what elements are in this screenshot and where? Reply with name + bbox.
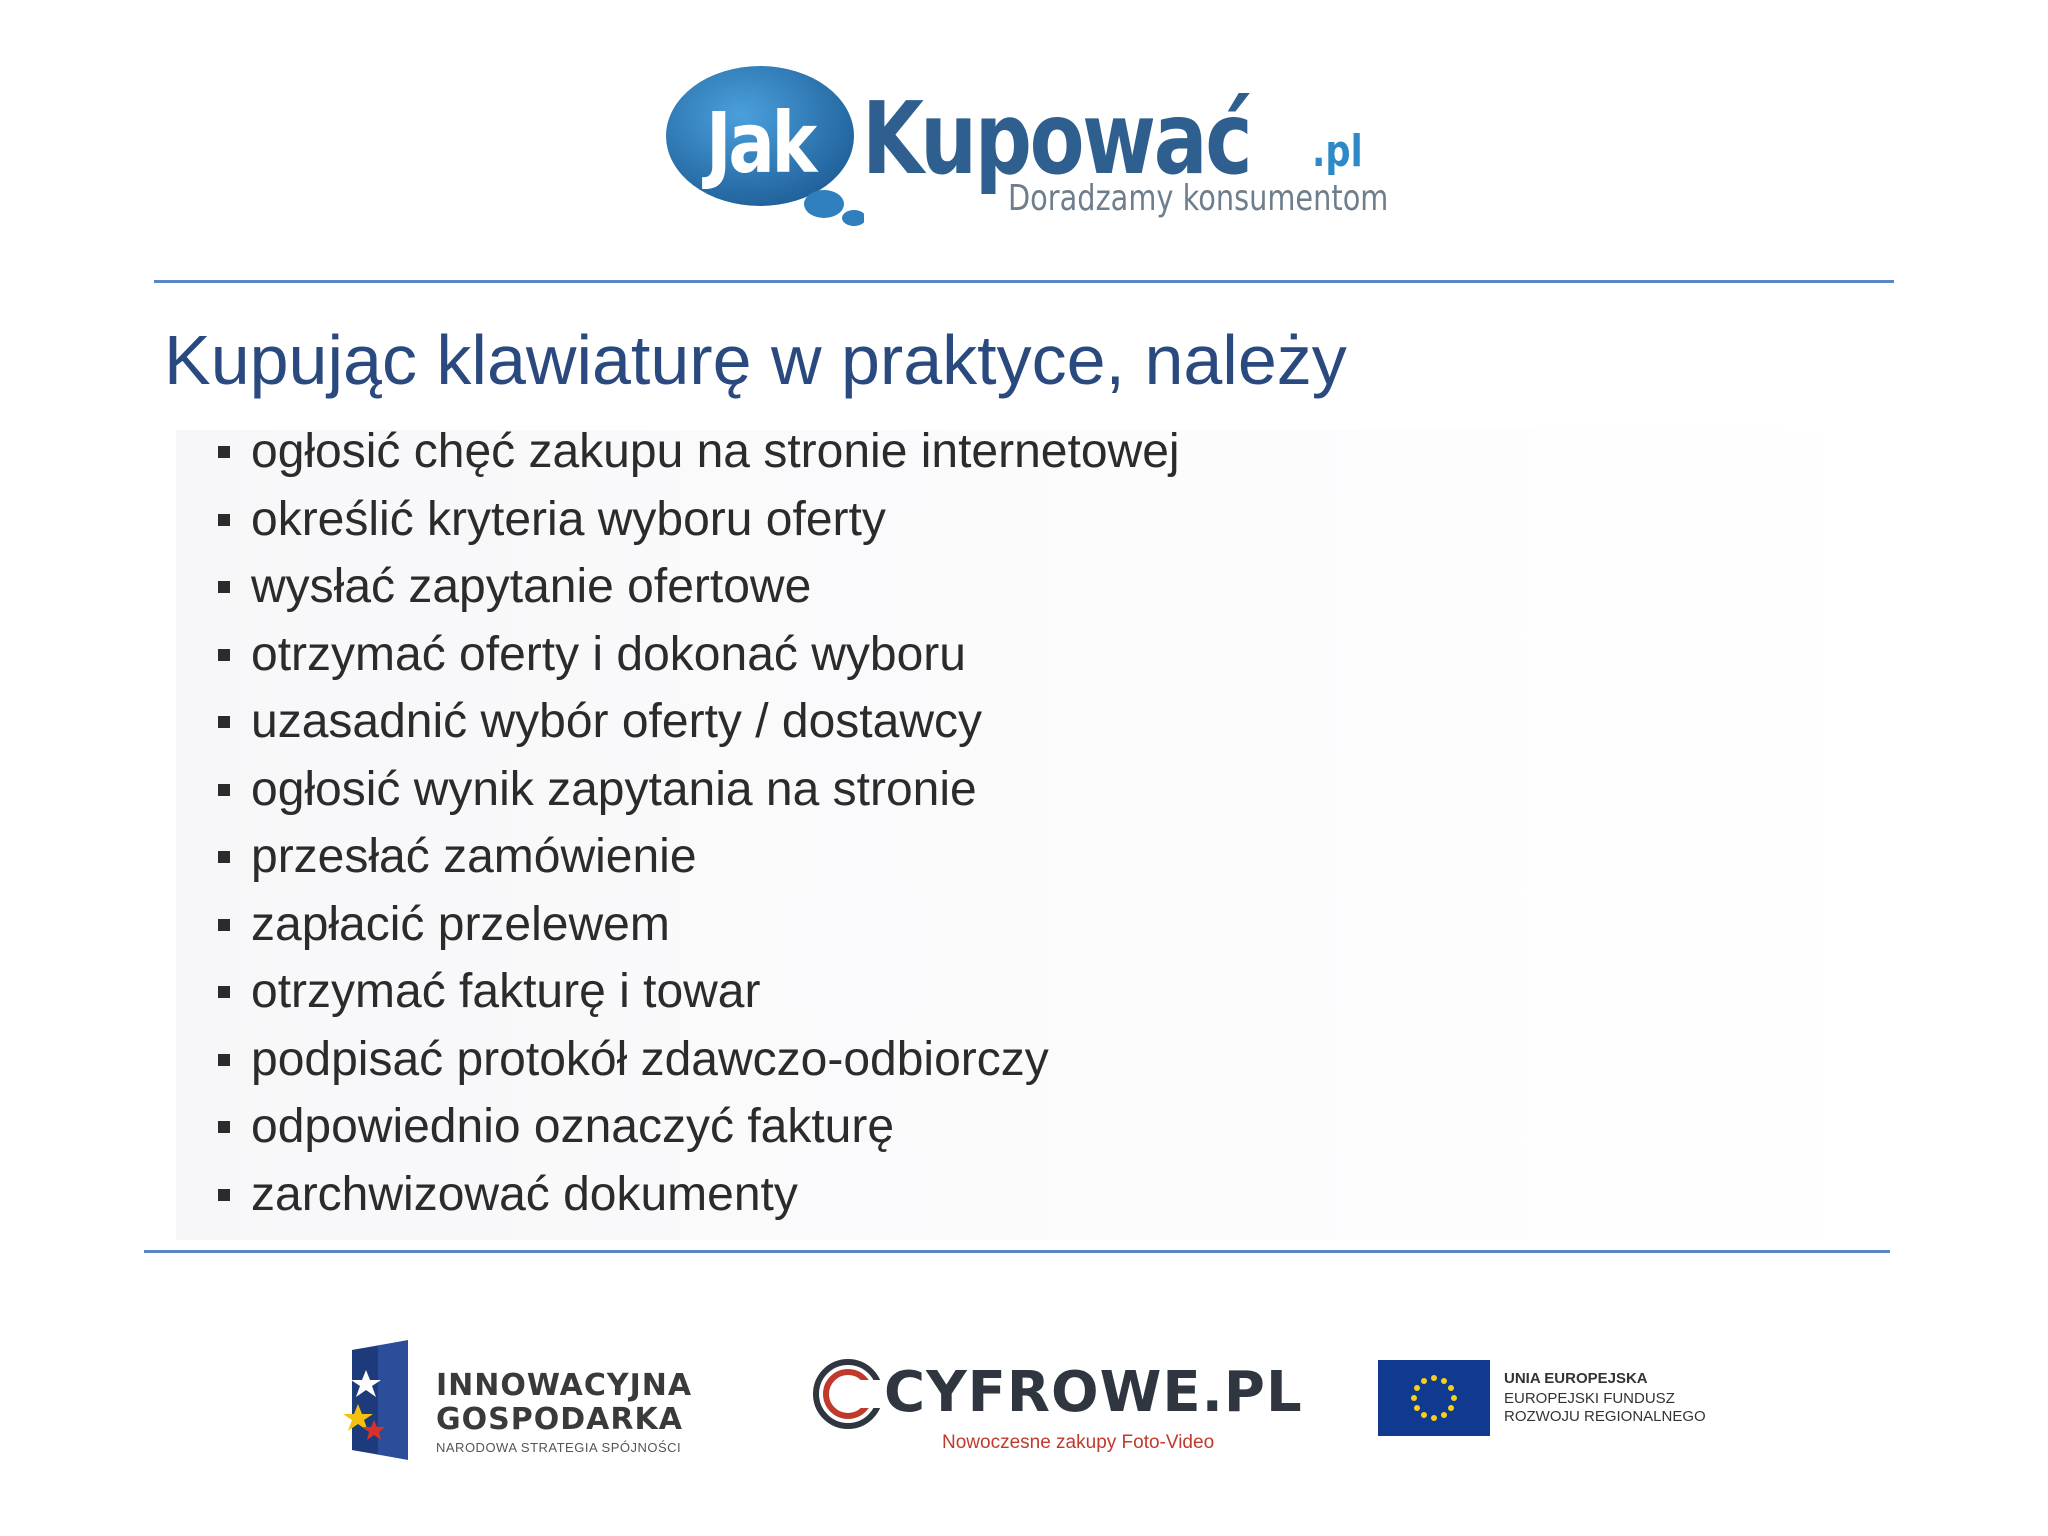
bullet-square-icon [218, 1189, 230, 1201]
list-item-text: uzasadnić wybór oferty / dostawcy [251, 695, 982, 748]
list-item-text: określić kryteria wyboru oferty [251, 492, 886, 546]
cyfrowe-name: CYFROWE.PL [884, 1360, 1303, 1425]
logo-kupowac-text: Kupować [862, 80, 1251, 197]
list-item-text: przesłać zamówienie [251, 830, 697, 883]
bullet-square-icon [218, 581, 230, 593]
innowacyjna-gospodarka-emblem-icon [338, 1340, 428, 1460]
bullet-square-icon [218, 1054, 230, 1066]
eu-stars-icon [1378, 1360, 1490, 1436]
bullet-square-icon [218, 986, 230, 998]
fundusz-text: EUROPEJSKI FUNDUSZ [1504, 1390, 1675, 1407]
bullet-square-icon [218, 1121, 230, 1133]
bullet-square-icon [218, 919, 230, 931]
innowacyjna-text: INNOWACYJNA [436, 1368, 693, 1403]
list-item-text: wysłać zapytanie ofertowe [251, 560, 812, 613]
logo-jak-text: Jak [706, 94, 815, 192]
jakkupowac-logo [664, 54, 1389, 234]
bottom-divider [144, 1250, 1890, 1253]
innowacyjna-gospodarka-logo [338, 1340, 698, 1460]
bullet-square-icon [218, 446, 230, 458]
narodowa-strategia-text: NARODOWA STRATEGIA SPÓJNOŚCI [436, 1440, 682, 1455]
bullet-square-icon [218, 784, 230, 796]
list-item-text: otrzymać fakturę i towar [251, 965, 761, 1018]
list-item-text: zapłacić przelewem [251, 897, 670, 951]
list-item [216, 756, 1180, 824]
eu-flag-icon [1378, 1360, 1490, 1436]
list-item [216, 688, 1180, 756]
list-item [216, 1161, 1180, 1229]
logo-tagline: Doradzamy konsumentom [1008, 178, 1389, 219]
slide-title: Kupując klawiaturę w praktyce, należy [164, 321, 1347, 399]
list-item [216, 418, 1180, 486]
list-item [216, 553, 1180, 621]
gospodarka-text: GOSPODARKA [436, 1402, 683, 1437]
cyfrowe-ring-icon [810, 1354, 882, 1434]
bullet-square-icon [218, 514, 230, 526]
bullet-square-icon [218, 649, 230, 661]
cyfrowe-pl-logo [810, 1350, 1303, 1470]
list-item [216, 621, 1180, 689]
rozwoju-text: ROZWOJU REGIONALNEGO [1504, 1408, 1706, 1425]
list-item-text: zarchwizować dokumenty [251, 1167, 798, 1221]
list-item [216, 1093, 1180, 1161]
logo-pl-text: .pl [1312, 126, 1363, 177]
list-item-text: ogłosić chęć zakupu na stronie internetowej [251, 425, 1180, 478]
bullet-list [216, 418, 1180, 1228]
list-item [216, 958, 1180, 1026]
list-item [216, 823, 1180, 891]
list-item [216, 1026, 1180, 1094]
list-item-text: ogłosić wynik zapytania na stronie [251, 762, 977, 816]
eu-logo [1378, 1360, 1718, 1440]
bullet-square-icon [218, 851, 230, 863]
list-item [216, 891, 1180, 959]
list-item [216, 486, 1180, 554]
bullet-square-icon [218, 716, 230, 728]
list-item-text: otrzymać oferty i dokonać wyboru [251, 627, 966, 681]
cyfrowe-tagline: Nowoczesne zakupy Foto-Video [942, 1432, 1215, 1453]
unia-europejska-text: UNIA EUROPEJSKA [1504, 1370, 1648, 1387]
list-item-text: odpowiednio oznaczyć fakturę [251, 1100, 895, 1153]
top-divider [154, 280, 1894, 283]
list-item-text: podpisać protokół zdawczo-odbiorczy [251, 1032, 1049, 1086]
